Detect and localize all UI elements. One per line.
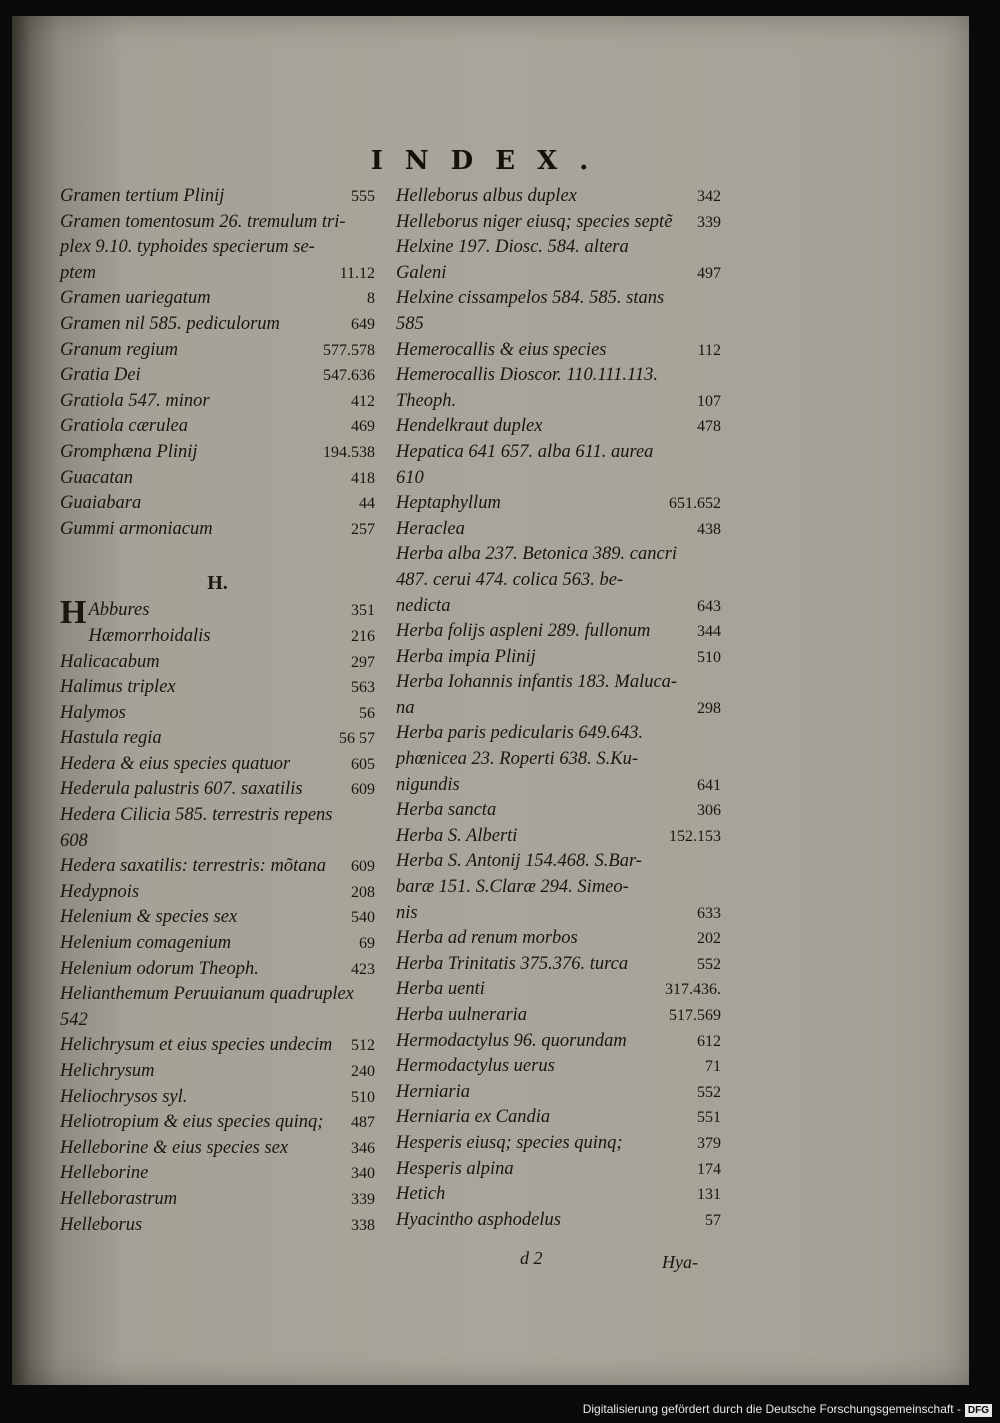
entry-text: Theoph. xyxy=(396,390,457,411)
index-entry xyxy=(60,594,375,632)
entry-text: Guacatan xyxy=(60,467,133,488)
page-reference: 202 xyxy=(697,930,721,948)
index-entry xyxy=(60,466,375,492)
index-entry xyxy=(60,777,375,803)
entry-text: Gramen tertium Plinij xyxy=(60,186,225,206)
page-reference: 423 xyxy=(351,960,375,978)
entry-text: Herba uenti xyxy=(396,979,485,1000)
index-entry xyxy=(60,1059,375,1085)
index-entry xyxy=(60,624,375,650)
page-reference: 216 xyxy=(351,627,375,645)
index-entry xyxy=(396,1105,721,1131)
index-entry xyxy=(60,982,375,1033)
page-reference: 612 xyxy=(697,1032,721,1050)
entry-text: plex 9.10. typhoides specierum se- xyxy=(60,237,315,258)
page-reference: 552 xyxy=(697,955,721,973)
entry-text: Helleborus xyxy=(60,1214,143,1235)
page-reference: 540 xyxy=(351,909,375,927)
page-reference: 510 xyxy=(697,648,721,666)
index-entry xyxy=(60,286,375,312)
entry-text: Helenium odorum Theoph. xyxy=(60,958,259,979)
index-entry xyxy=(60,803,375,854)
index-entry xyxy=(396,363,721,414)
index-column-right xyxy=(396,184,721,1233)
index-entry xyxy=(60,1213,375,1239)
entry-text: Herniaria xyxy=(396,1081,470,1102)
page-reference: 412 xyxy=(351,392,375,410)
index-entry xyxy=(396,670,721,721)
index-entry xyxy=(60,210,375,287)
entry-text: Heliotropium & eius species quinq; xyxy=(60,1112,324,1133)
entry-text: Heliochrysos syl. xyxy=(60,1086,188,1107)
entry-text: Hyacintho asphodelus xyxy=(396,1209,561,1230)
page-reference: 552 xyxy=(697,1083,721,1101)
entry-text: Hederula palustris 607. saxatilis xyxy=(60,779,303,800)
entry-text: Herba ad renum morbos xyxy=(396,928,578,949)
entry-text: Hermodactylus uerus xyxy=(396,1056,555,1077)
page-reference: 339 xyxy=(351,1190,375,1208)
entry-text: phœnicea 23. Roperti 638. S.Ku- xyxy=(396,749,639,770)
entry-text: Heraclea xyxy=(396,518,465,539)
index-entry xyxy=(396,184,721,210)
page-reference: 649 xyxy=(351,315,375,333)
index-entry xyxy=(396,721,721,798)
index-entry xyxy=(60,1110,375,1136)
entry-text: 487. cerui 474. colica 563. be- xyxy=(396,569,624,590)
entry-text: Helleborine & eius species sex xyxy=(60,1137,289,1158)
entry-text: Helxine cissampelos 584. 585. stans xyxy=(396,288,665,309)
index-entry xyxy=(396,1157,721,1183)
entry-text: Heptaphyllum xyxy=(396,493,501,514)
catchword: Hya- xyxy=(662,1252,698,1272)
index-entry xyxy=(396,977,721,1003)
entry-text: 608 xyxy=(60,830,88,851)
entry-text: Herba Iohannis infantis 183. Maluca- xyxy=(396,672,678,693)
index-entry xyxy=(60,363,375,389)
index-entry xyxy=(396,235,721,286)
entry-text: Hemerocallis & eius species xyxy=(396,339,607,360)
index-column-left xyxy=(60,184,375,1238)
entry-text: Gramen tomentosum 26. tremulum tri- xyxy=(60,211,346,232)
index-entry xyxy=(396,517,721,543)
entry-text: Hesperis eiusq; species quinq; xyxy=(396,1132,623,1153)
page-reference: 298 xyxy=(697,699,721,717)
index-entry xyxy=(60,517,375,543)
page-reference: 317.436. xyxy=(665,981,721,999)
entry-text: Halicacabum xyxy=(60,651,160,672)
index-entry xyxy=(396,824,721,850)
entry-text: Helichrysum et eius species undecim xyxy=(60,1035,333,1056)
index-entry xyxy=(60,957,375,983)
page-reference: 131 xyxy=(697,1186,721,1204)
page-reference: 11.12 xyxy=(339,264,375,282)
entry-text: Hendelkraut duplex xyxy=(396,416,543,437)
index-entry xyxy=(396,1029,721,1055)
entry-text: ptem xyxy=(60,262,96,283)
entry-text: Herba S. Antonij 154.468. S.Bar- xyxy=(396,851,642,872)
index-entry xyxy=(396,1054,721,1080)
entry-text: Gratiola 547. minor xyxy=(60,390,210,411)
entry-text: Hæmorrhoidalis xyxy=(88,625,211,646)
index-entry xyxy=(396,286,721,337)
page-reference: 69 xyxy=(359,935,375,953)
entry-text: Hedera & eius species quatuor xyxy=(60,753,291,774)
entry-text: Gromphæna Plinij xyxy=(60,441,198,462)
entry-text: Herba impia Plinij xyxy=(396,646,536,667)
page-header: INDEX. xyxy=(370,146,611,176)
index-entry xyxy=(396,798,721,824)
page-reference: 609 xyxy=(351,858,375,876)
entry-text: 542 xyxy=(60,1009,88,1030)
index-entry xyxy=(60,1085,375,1111)
index-entry xyxy=(60,414,375,440)
index-entry xyxy=(60,491,375,517)
page-reference: 510 xyxy=(351,1088,375,1106)
page-reference: 469 xyxy=(351,418,375,436)
page-reference: 346 xyxy=(351,1139,375,1157)
page-reference: 338 xyxy=(351,1216,375,1234)
index-entry xyxy=(396,1131,721,1157)
page-reference: 438 xyxy=(697,520,721,538)
page-reference: 194.538 xyxy=(323,443,375,461)
index-entry xyxy=(396,491,721,517)
index-entry xyxy=(60,931,375,957)
entry-text: Gramen nil 585. pediculorum xyxy=(60,313,280,334)
entry-text: Helianthemum Peruuianum quadruplex xyxy=(60,984,354,1005)
entry-text: Herba sancta xyxy=(396,800,497,821)
entry-text: H Abbures xyxy=(60,594,150,632)
index-entry xyxy=(60,905,375,931)
page-reference: 306 xyxy=(697,802,721,820)
entry-text: Helleborine xyxy=(60,1163,149,1184)
entry-text: Gratia Dei xyxy=(60,365,141,386)
index-entry xyxy=(60,880,375,906)
index-entry xyxy=(60,184,375,210)
entry-text: Helxine 197. Diosc. 584. altera xyxy=(396,237,629,258)
index-entry xyxy=(60,752,375,778)
page-reference: 643 xyxy=(697,597,721,615)
entry-text: Helleborastrum xyxy=(60,1188,178,1209)
entry-text: Helenium & species sex xyxy=(60,907,238,928)
index-entry xyxy=(60,338,375,364)
drop-cap: H xyxy=(60,594,87,632)
entry-text: Helichrysum xyxy=(60,1061,155,1081)
page-reference: 418 xyxy=(351,469,375,487)
index-entry xyxy=(396,849,721,926)
index-entry xyxy=(396,1182,721,1208)
entry-text: Gummi armoniacum xyxy=(60,518,213,539)
page-reference: 340 xyxy=(351,1165,375,1183)
entry-text: Herniaria ex Candia xyxy=(396,1107,551,1128)
entries-right xyxy=(396,184,721,1233)
entry-text: baræ 151. S.Claræ 294. Simeo- xyxy=(396,877,629,898)
footer xyxy=(583,1402,992,1417)
entry-text: Hedera Cilicia 585. terrestris repens xyxy=(60,805,333,826)
page-reference: 240 xyxy=(351,1063,375,1080)
page-reference: 487 xyxy=(351,1114,375,1132)
entry-text: Herba S. Alberti xyxy=(396,825,518,846)
book-page xyxy=(12,16,969,1385)
page-reference: 208 xyxy=(351,883,375,901)
index-entry xyxy=(60,1033,375,1059)
index-entry xyxy=(60,312,375,338)
entry-text: Herba folijs aspleni 289. fullonum xyxy=(396,621,651,642)
entry-text: Herba alba 237. Betonica 389. cancri xyxy=(396,544,678,565)
index-entry xyxy=(396,1080,721,1106)
page-reference: 56 xyxy=(359,704,375,722)
page-reference: 339 xyxy=(697,213,721,231)
page-reference: 551 xyxy=(697,1109,721,1127)
page-reference: 297 xyxy=(351,653,375,671)
entry-text: nis xyxy=(396,902,418,923)
index-entry xyxy=(396,1003,721,1029)
page-reference: 112 xyxy=(697,341,721,359)
index-entry xyxy=(396,1208,721,1234)
entry-text: 585 xyxy=(396,313,424,334)
entry-text: Galeni xyxy=(396,262,447,283)
page-reference: 152.153 xyxy=(669,827,721,845)
index-entry xyxy=(60,1187,375,1213)
entry-text: Hermodactylus 96. quorundam xyxy=(396,1030,627,1051)
index-entry xyxy=(396,338,721,364)
entry-text: Herba uulneraria xyxy=(396,1005,528,1025)
page-reference: 517.569 xyxy=(669,1007,721,1024)
entry-text: Helenium comagenium xyxy=(60,933,232,954)
page-reference: 497 xyxy=(697,264,721,282)
index-entry xyxy=(60,440,375,466)
entry-text: Hastula regia xyxy=(60,728,162,749)
entries-h xyxy=(60,594,375,1238)
section-heading-h: H. xyxy=(207,572,228,595)
entry-text: Helleborus albus duplex xyxy=(396,186,577,206)
page-reference: 512 xyxy=(351,1037,375,1055)
dfg-logo: DFG xyxy=(965,1404,992,1417)
signature-mark: d 2 xyxy=(520,1248,543,1268)
index-entry xyxy=(60,675,375,701)
page-reference: 57 xyxy=(705,1211,721,1229)
index-entry xyxy=(60,726,375,752)
page-reference: 8 xyxy=(367,290,375,308)
index-entry xyxy=(396,619,721,645)
page-reference: 555 xyxy=(351,188,375,205)
entry-text: Guaiabara xyxy=(60,493,142,514)
index-entry xyxy=(396,952,721,978)
entry-text: nedicta xyxy=(396,595,451,616)
index-entry xyxy=(396,440,721,491)
entry-text: Hedypnois xyxy=(60,881,140,902)
entry-text: Hepatica 641 657. alba 611. aurea xyxy=(396,441,654,462)
entry-text: Herba Trinitatis 375.376. turca xyxy=(396,953,629,974)
page-reference: 478 xyxy=(697,418,721,436)
page-reference: 605 xyxy=(351,755,375,773)
index-entry xyxy=(396,414,721,440)
page-reference: 651.652 xyxy=(669,495,721,513)
entries-g xyxy=(60,184,375,542)
index-entry xyxy=(396,542,721,619)
page-reference: 107 xyxy=(697,392,721,410)
entry-text: na xyxy=(396,697,415,718)
index-entry xyxy=(60,854,375,880)
index-entry xyxy=(60,389,375,415)
entry-text: nigundis xyxy=(396,774,460,795)
page-reference: 257 xyxy=(351,520,375,538)
entry-text: Gramen uariegatum xyxy=(60,288,211,309)
index-entry xyxy=(396,210,721,236)
entry-text: Gratiola cærulea xyxy=(60,416,188,437)
page-reference: 344 xyxy=(697,623,721,641)
index-entry xyxy=(60,1136,375,1162)
page-reference: 577.578 xyxy=(323,341,375,359)
page-reference: 44 xyxy=(359,495,375,513)
entry-text: Halimus triplex xyxy=(60,677,176,698)
index-entry xyxy=(60,1161,375,1187)
page-reference: 641 xyxy=(697,776,721,794)
page-reference: 71 xyxy=(705,1058,721,1076)
entry-text: Hesperis alpina xyxy=(396,1158,514,1179)
page-reference: 633 xyxy=(697,904,721,922)
entry-text: Halymos xyxy=(60,702,126,723)
entry-text: Granum regium xyxy=(60,339,179,360)
footer-text: Digitalisierung gefördert durch die Deutsche Forschungsgemeinschaft - xyxy=(582,1402,961,1416)
index-entry xyxy=(396,926,721,952)
entry-text: Hemerocallis Dioscor. 110.111.113. xyxy=(396,365,659,386)
index-entry xyxy=(60,701,375,727)
page-reference: 563 xyxy=(351,679,375,697)
page-reference: 351 xyxy=(351,602,375,620)
page-reference: 342 xyxy=(697,188,721,205)
page-reference: 174 xyxy=(697,1160,721,1178)
entry-text: Herba paris pedicularis 649.643. xyxy=(396,723,644,744)
page-reference: 609 xyxy=(351,781,375,799)
index-entry xyxy=(396,645,721,671)
page-reference: 56 57 xyxy=(339,730,375,748)
page-reference: 547.636 xyxy=(323,367,375,385)
index-entry xyxy=(60,650,375,676)
entry-text: Hedera saxatilis: terrestris: mõtana xyxy=(60,856,327,877)
entry-text: 610 xyxy=(396,467,424,488)
entry-text: Hetich xyxy=(396,1184,446,1205)
page-reference: 379 xyxy=(697,1134,721,1152)
entry-text: Helleborus niger eiusq; species septẽ xyxy=(396,211,673,232)
